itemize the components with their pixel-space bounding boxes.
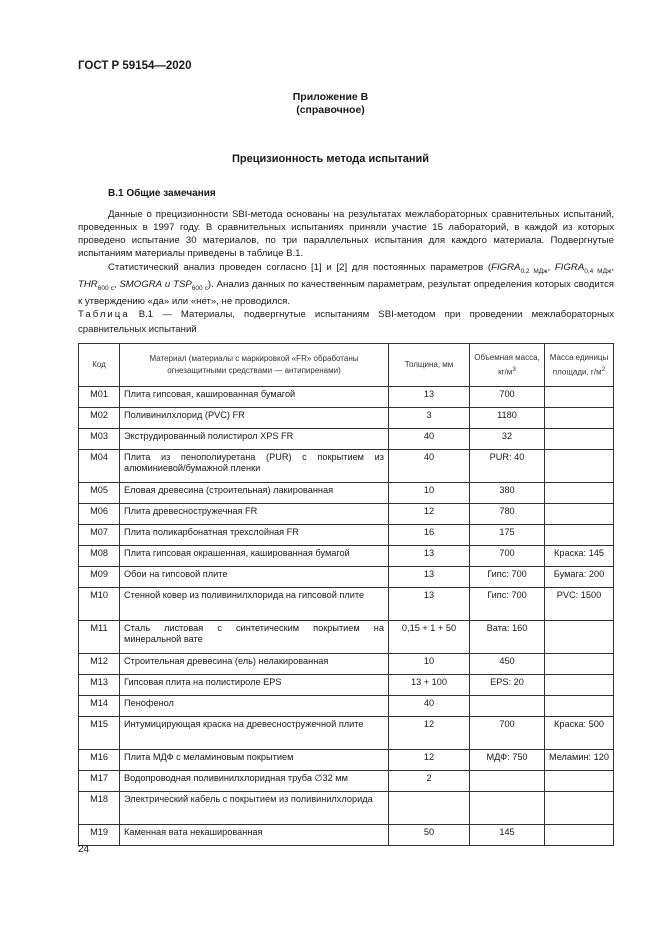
cell-density: Гипс: 700 <box>470 588 545 621</box>
cell-material: Гипсовая плита на полистироле EPS <box>120 675 389 696</box>
header-density-label: Объемная масса, кг/м <box>474 352 540 377</box>
cell-material: Каменная вата некашированная <box>120 825 389 846</box>
table-row <box>79 771 614 792</box>
cell-material: Плита древесностружечная FR <box>120 504 389 525</box>
p2-figra1-sub: 0,2 МДж <box>520 267 548 275</box>
cell-code: М19 <box>79 825 120 846</box>
cell-thickness: 13 + 100 <box>389 675 470 696</box>
cell-code: М08 <box>79 546 120 567</box>
p2-tsp-sub: 600 с <box>191 284 208 292</box>
cell-material: Еловая древесина (строительная) лакированная <box>120 483 389 504</box>
cell-code: М17 <box>79 771 120 792</box>
table-caption-label: Таблица <box>78 309 130 320</box>
table-header-row <box>79 344 614 387</box>
cell-code: М05 <box>79 483 120 504</box>
table-body <box>79 387 614 846</box>
p2-and: и <box>164 278 171 290</box>
p2-after: ). Анализ данных по качественным параметрам, результат определения которых сводится к утверждению «да» или «нет», не проводился. <box>78 278 614 307</box>
table-row <box>79 525 614 546</box>
cell-code: М12 <box>79 654 120 675</box>
standard-number: ГОСТ Р 59154—2020 <box>78 60 192 72</box>
cell-code: М13 <box>79 675 120 696</box>
cell-density: 145 <box>470 825 545 846</box>
cell-density: 700 <box>470 717 545 750</box>
page-number: 24 <box>78 844 90 855</box>
cell-density <box>470 792 545 825</box>
appendix-title: Приложение В <box>292 91 369 103</box>
cell-density: МДФ: 750 <box>470 750 545 771</box>
table-row <box>79 675 614 696</box>
cell-mass <box>545 408 614 429</box>
header-mass-sup: 2 <box>601 365 606 373</box>
cell-code: М09 <box>79 567 120 588</box>
cell-density: EPS: 20 <box>470 675 545 696</box>
table-row <box>79 429 614 450</box>
p2-smogra: SMOGRA <box>119 278 163 290</box>
table-row <box>79 546 614 567</box>
cell-thickness: 3 <box>389 408 470 429</box>
p2-tsp: TSP <box>173 278 192 290</box>
cell-density: 175 <box>470 525 545 546</box>
table-row <box>79 483 614 504</box>
cell-thickness: 13 <box>389 546 470 567</box>
header-material: Материал (материалы с маркировкой «FR» обработаны огнезащитными средствами — антипиренами) <box>120 344 389 387</box>
cell-thickness: 10 <box>389 654 470 675</box>
cell-material: Плита поликарбонатная трехслойная FR <box>120 525 389 546</box>
cell-mass <box>545 621 614 654</box>
cell-mass: PVC: 1500 <box>545 588 614 621</box>
cell-code: М16 <box>79 750 120 771</box>
subsection-title: В.1 Общие замечания <box>108 188 216 199</box>
cell-code: М03 <box>79 429 120 450</box>
cell-code: М18 <box>79 792 120 825</box>
cell-density: PUR: 40 <box>470 450 545 483</box>
p2-thr: THR <box>78 278 98 290</box>
cell-mass <box>545 450 614 483</box>
cell-code: М02 <box>79 408 120 429</box>
cell-material: Плита МДФ с меламиновым покрытием <box>120 750 389 771</box>
header-mass-label: Масса единицы площади, г/м <box>549 352 609 377</box>
materials-table <box>78 343 614 846</box>
cell-material: Водопроводная поливинилхлоридная труба ∅32 мм <box>120 771 389 792</box>
cell-mass <box>545 387 614 408</box>
cell-thickness: 12 <box>389 717 470 750</box>
cell-mass <box>545 654 614 675</box>
cell-thickness: 12 <box>389 750 470 771</box>
cell-density: 380 <box>470 483 545 504</box>
cell-mass <box>545 483 614 504</box>
cell-density <box>470 696 545 717</box>
cell-thickness: 50 <box>389 825 470 846</box>
cell-density: 780 <box>470 504 545 525</box>
cell-thickness <box>389 792 470 825</box>
table-row <box>79 408 614 429</box>
cell-material: Экструдированный полистирол XPS FR <box>120 429 389 450</box>
cell-thickness: 16 <box>389 525 470 546</box>
cell-material: Интумицирующая краска на древесностружечной плите <box>120 717 389 750</box>
cell-code: М06 <box>79 504 120 525</box>
cell-mass: Бумага: 200 <box>545 567 614 588</box>
cell-thickness: 40 <box>389 429 470 450</box>
table-row <box>79 588 614 621</box>
cell-material: Строительная древесина (ель) нелакированная <box>120 654 389 675</box>
table-row <box>79 750 614 771</box>
table-caption <box>78 307 614 337</box>
table-row <box>79 504 614 525</box>
header-code: Код <box>79 344 120 387</box>
cell-material: Плита гипсовая окрашенная, кашированная бумагой <box>120 546 389 567</box>
table-row <box>79 825 614 846</box>
cell-material: Плита гипсовая, кашированная бумагой <box>120 387 389 408</box>
cell-density: 700 <box>470 546 545 567</box>
cell-thickness: 13 <box>389 588 470 621</box>
cell-mass <box>545 696 614 717</box>
paragraph-1: Данные о прецизионности SBI-метода основаны на результатах межлабораторных сравнительных испытаний, проведенных в 1997 году. В сравнительных испытаниях приняли участие 15 лабораторий, в каждой из которых проведено испытание 30 материалов, по три параллельных испытания для каждого материала. Подвергнутые испытаниям материалы приведены в таблице В.1. <box>78 209 614 259</box>
cell-code: М01 <box>79 387 120 408</box>
table-caption-text: В.1 — Материалы, подвергнутые испытаниям SBI-методом при проведении межлабораторных сравнительных испытаний <box>78 309 614 335</box>
cell-thickness: 0,15 + 1 + 50 <box>389 621 470 654</box>
table-row <box>79 696 614 717</box>
cell-mass <box>545 675 614 696</box>
p2-figra2: FIGRA <box>554 262 585 273</box>
cell-density: 1180 <box>470 408 545 429</box>
cell-material: Поливинилхлорид (PVC) FR <box>120 408 389 429</box>
table-row <box>79 450 614 483</box>
cell-code: М15 <box>79 717 120 750</box>
appendix-heading <box>0 91 661 117</box>
table-row <box>79 387 614 408</box>
header-density-sup: 3 <box>512 365 516 373</box>
cell-material: Обои на гипсовой плите <box>120 567 389 588</box>
table-row <box>79 792 614 825</box>
cell-material: Плита из пенополиуретана (PUR) с покрытием из алюминиевой/бумажной пленки <box>120 450 389 483</box>
cell-mass <box>545 525 614 546</box>
appendix-subtitle: (справочное) <box>296 104 365 116</box>
table-row <box>79 621 614 654</box>
cell-density: 32 <box>470 429 545 450</box>
cell-mass <box>545 792 614 825</box>
p2-thr-sub: 600 с <box>97 284 114 292</box>
paragraph-2: Статистический анализ проведен согласно [1] и [2] для постоянных параметров ($FIGRA_{0,2 МДж}$, $FIGRA_{0,4 МДж}$, $THR_{600 с}$, SMOGRA и $TSP_{600 с}$). Анализ данных по качественным параметрам, результат определения которых сводится к утверждению «да» или «нет», не проводился. <box>78 262 614 307</box>
section-title: Прецизионность метода испытаний <box>231 153 430 165</box>
cell-density: 450 <box>470 654 545 675</box>
cell-code: М04 <box>79 450 120 483</box>
cell-material: Сталь листовая с синтетическим покрытием на минеральной вате <box>120 621 389 654</box>
cell-material: Стенной ковер из поливинилхлорида на гипсовой плите <box>120 588 389 621</box>
table-row <box>79 567 614 588</box>
cell-density: Вата: 160 <box>470 621 545 654</box>
p2-figra1: FIGRA <box>491 262 521 273</box>
cell-thickness: 40 <box>389 696 470 717</box>
cell-material: Электрический кабель с покрытием из поливинилхлорида <box>120 792 389 825</box>
cell-thickness: 2 <box>389 771 470 792</box>
cell-thickness: 13 <box>389 387 470 408</box>
header-density <box>470 344 545 387</box>
cell-thickness: 10 <box>389 483 470 504</box>
cell-thickness: 40 <box>389 450 470 483</box>
cell-mass: Краска: 500 <box>545 717 614 750</box>
table-row <box>79 654 614 675</box>
cell-code: М07 <box>79 525 120 546</box>
cell-material: Пенофенол <box>120 696 389 717</box>
cell-code: М14 <box>79 696 120 717</box>
cell-code: М10 <box>79 588 120 621</box>
table-row <box>79 717 614 750</box>
cell-mass <box>545 825 614 846</box>
cell-thickness: 13 <box>389 567 470 588</box>
p2-figra2-sub: 0,4 МДж <box>584 267 612 275</box>
cell-density: 700 <box>470 387 545 408</box>
cell-mass <box>545 771 614 792</box>
cell-mass <box>545 429 614 450</box>
cell-density: Гипс: 700 <box>470 567 545 588</box>
cell-mass: Краска: 145 <box>545 546 614 567</box>
p2-before: Статистический анализ проведен согласно [1] и [2] для постоянных параметров ( <box>108 262 492 273</box>
cell-mass: Меламин: 120 <box>545 750 614 771</box>
header-thickness: Толщина, мм <box>389 344 470 387</box>
cell-mass <box>545 504 614 525</box>
cell-density <box>470 771 545 792</box>
header-mass <box>545 344 614 387</box>
cell-thickness: 12 <box>389 504 470 525</box>
cell-code: М11 <box>79 621 120 654</box>
